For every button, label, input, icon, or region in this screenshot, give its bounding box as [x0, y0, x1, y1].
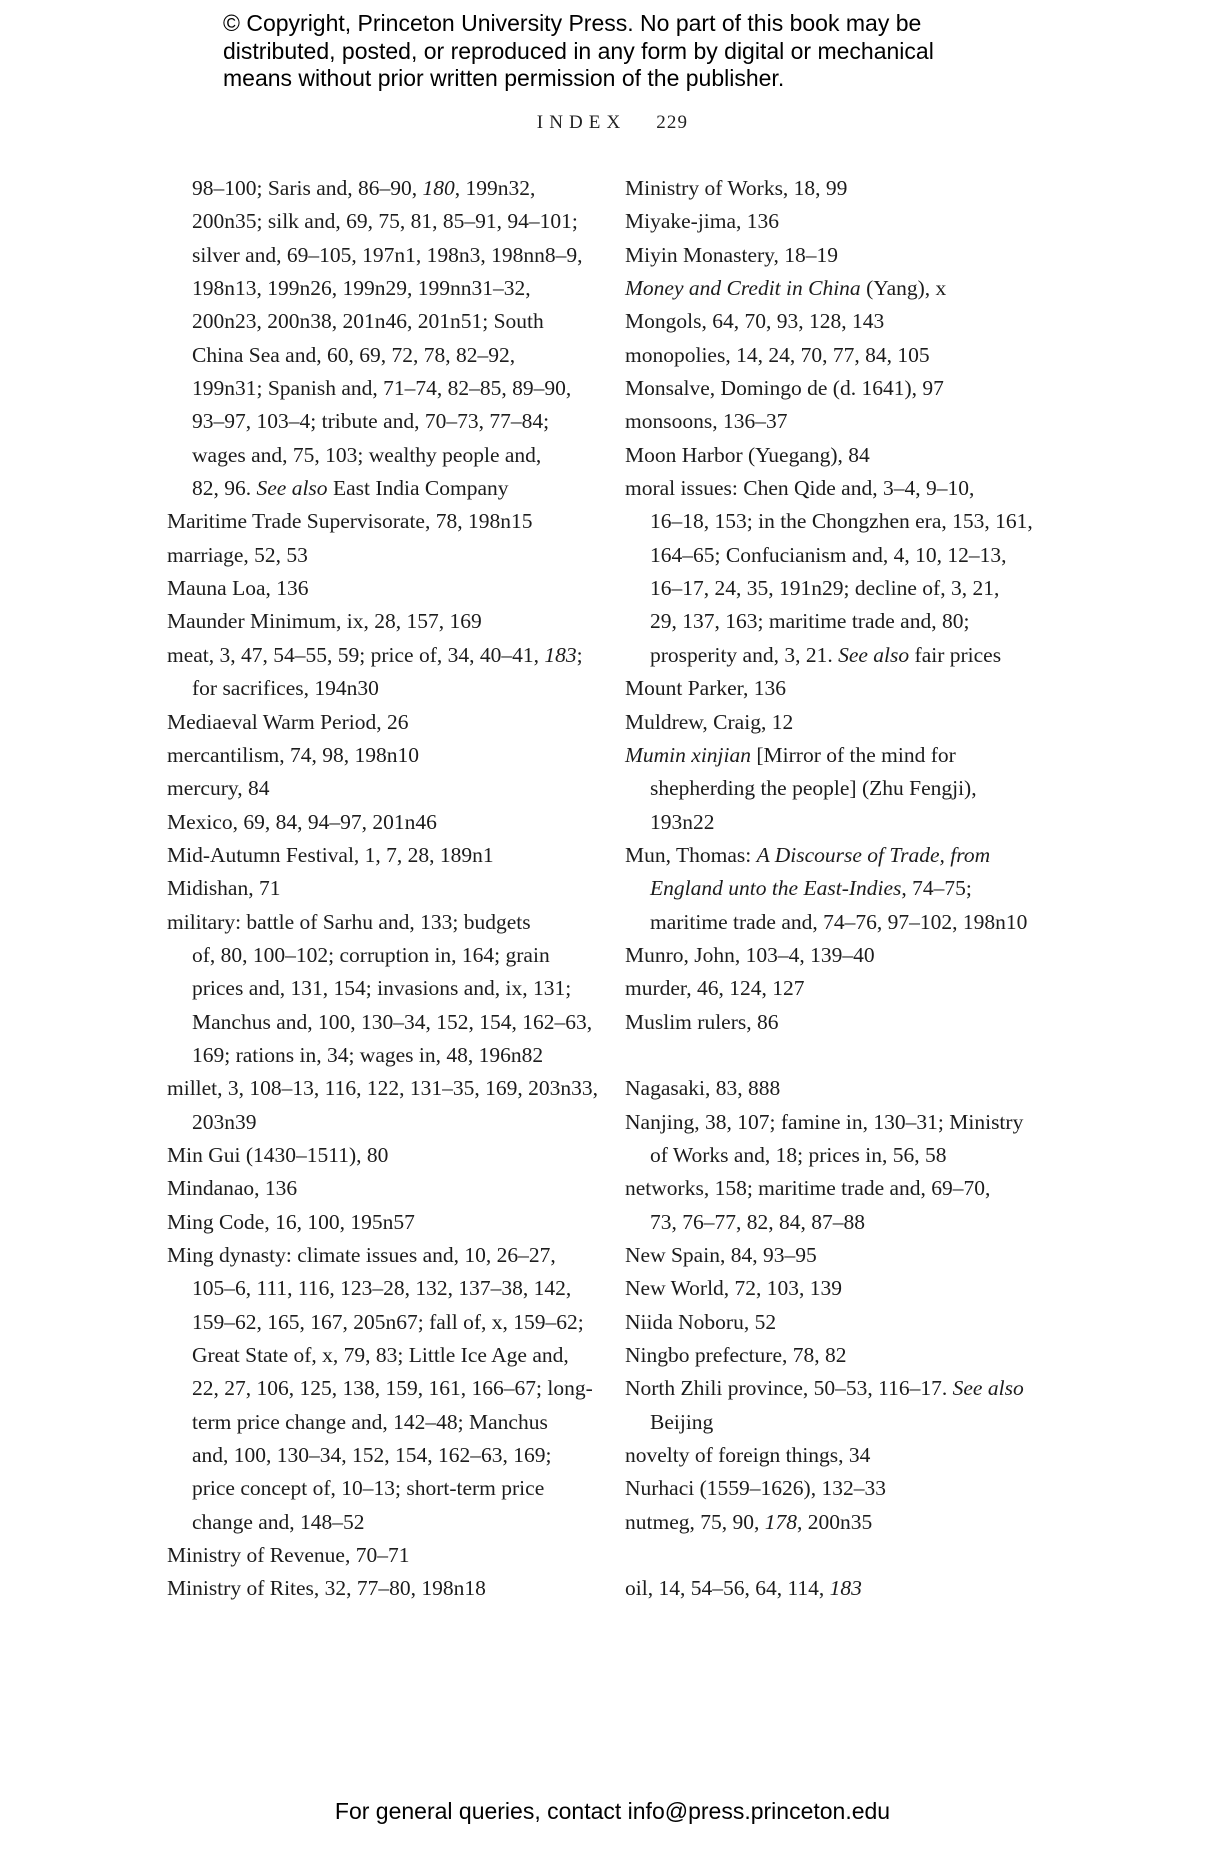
- index-line: Miyin Monastery, 18–19: [625, 242, 838, 267]
- index-line: for sacrifices, 194n30: [192, 676, 379, 701]
- index-line: [625, 1539, 1080, 1572]
- index-line: Muldrew, Craig, 12: [625, 709, 794, 734]
- index-line: Mongols, 64, 70, 93, 128, 143: [625, 309, 885, 334]
- index-line: 105–6, 111, 116, 123–28, 132, 137–38, 142,: [192, 1276, 572, 1301]
- index-line: 200n35; silk and, 69, 75, 81, 85–91, 94–101;: [192, 209, 578, 234]
- index-line: Mount Parker, 136: [625, 676, 786, 701]
- index-line: China Sea and, 60, 69, 72, 78, 82–92,: [192, 342, 516, 367]
- index-line: and, 100, 130–34, 152, 154, 162–63, 169;: [192, 1443, 552, 1468]
- page-header: [0, 112, 1225, 134]
- copyright-line: © Copyright, Princeton University Press. No part of this book may be: [223, 10, 922, 36]
- index-line: oil, 14, 54–56, 64, 114, 183: [625, 1576, 862, 1601]
- index-line: 82, 96. See also East India Company: [192, 476, 509, 501]
- index-column-right: [625, 172, 1080, 1606]
- index-line: Manchus and, 100, 130–34, 152, 154, 162–63,: [192, 1009, 593, 1034]
- index-line: silver and, 69–105, 197n1, 198n3, 198nn8–9,: [192, 242, 583, 267]
- index-line: North Zhili province, 50–53, 116–17. See also: [625, 1376, 1024, 1401]
- index-line: Mid-Autumn Festival, 1, 7, 28, 189n1: [167, 842, 494, 867]
- index-line: Nanjing, 38, 107; famine in, 130–31; Ministry: [625, 1109, 1024, 1134]
- index-line: 98–100; Saris and, 86–90, 180, 199n32,: [192, 176, 536, 200]
- index-line: Muslim rulers, 86: [625, 1009, 779, 1034]
- index-line: marriage, 52, 53: [167, 542, 308, 567]
- index-line: monsoons, 136–37: [625, 409, 788, 434]
- index-line: Maritime Trade Supervisorate, 78, 198n15: [167, 509, 533, 534]
- index-line: 200n23, 200n38, 201n46, 201n51; South: [192, 309, 544, 334]
- index-line: Mun, Thomas: A Discourse of Trade, from: [625, 842, 991, 867]
- index-line: wages and, 75, 103; wealthy people and,: [192, 442, 542, 467]
- index-line: 159–62, 165, 167, 205n67; fall of, x, 159–62;: [192, 1309, 584, 1334]
- index-line: Nurhaci (1559–1626), 132–33: [625, 1476, 886, 1501]
- footer-contact: For general queries, contact info@press.princeton.edu: [334, 1798, 891, 1824]
- index-line: Beijing: [650, 1409, 714, 1434]
- index-line: Ministry of Rites, 32, 77–80, 198n18: [167, 1576, 486, 1601]
- index-line: Munro, John, 103–4, 139–40: [625, 942, 875, 967]
- index-line: prices and, 131, 154; invasions and, ix, 131;: [192, 976, 572, 1001]
- index-line: of, 80, 100–102; corruption in, 164; grain: [192, 942, 550, 967]
- index-line: England unto the East-Indies, 74–75;: [650, 876, 972, 901]
- index-line: maritime trade and, 74–76, 97–102, 198n10: [650, 909, 1028, 934]
- index-line: 198n13, 199n26, 199n29, 199nn31–32,: [192, 276, 531, 301]
- index-line: Mindanao, 136: [167, 1176, 298, 1201]
- index-line: Great State of, x, 79, 83; Little Ice Age and,: [192, 1343, 569, 1368]
- index-line: Money and Credit in China (Yang), x: [625, 276, 947, 301]
- index-line: 16–18, 153; in the Chongzhen era, 153, 161,: [650, 509, 1033, 534]
- index-line: prosperity and, 3, 21. See also fair prices: [650, 642, 1002, 667]
- index-line: 193n22: [650, 809, 715, 834]
- index-line: 169; rations in, 34; wages in, 48, 196n82: [192, 1042, 544, 1067]
- index-line: New World, 72, 103, 139: [625, 1276, 843, 1301]
- index-line: 22, 27, 106, 125, 138, 159, 161, 166–67; long-: [192, 1376, 593, 1401]
- index-line: change and, 148–52: [192, 1509, 365, 1534]
- index-line: 203n39: [192, 1109, 257, 1134]
- index-line: Ming Code, 16, 100, 195n57: [167, 1209, 415, 1234]
- page-number: 229: [656, 112, 689, 133]
- copyright-line: means without prior written permission of the publisher.: [223, 65, 785, 91]
- index-line: 73, 76–77, 82, 84, 87–88: [650, 1209, 865, 1234]
- index-line: mercantilism, 74, 98, 198n10: [167, 742, 419, 767]
- index-line: murder, 46, 124, 127: [625, 976, 805, 1001]
- index-line: 16–17, 24, 35, 191n29; decline of, 3, 21,: [650, 576, 1000, 601]
- index-line: Nagasaki, 83, 888: [625, 1076, 781, 1101]
- index-line: [625, 1039, 1080, 1072]
- index-line: 164–65; Confucianism and, 4, 10, 12–13,: [650, 542, 1007, 567]
- index-line: military: battle of Sarhu and, 133; budgets: [167, 909, 531, 934]
- index-line: Mexico, 69, 84, 94–97, 201n46: [167, 809, 437, 834]
- index-column-left: [167, 172, 622, 1606]
- index-line: New Spain, 84, 93–95: [625, 1243, 817, 1267]
- index-line: novelty of foreign things, 34: [625, 1443, 871, 1468]
- index-line: 199n31; Spanish and, 71–74, 82–85, 89–90,: [192, 376, 572, 401]
- index-line: Mumin xinjian [Mirror of the mind for: [625, 742, 956, 767]
- index-line: Ningbo prefecture, 78, 82: [625, 1343, 847, 1368]
- copyright-line: distributed, posted, or reproduced in any form by digital or mechanical: [223, 37, 934, 64]
- index-line: meat, 3, 47, 54–55, 59; price of, 34, 40–41, 183;: [167, 642, 583, 667]
- index-line: 93–97, 103–4; tribute and, 70–73, 77–84;: [192, 409, 550, 434]
- index-line: Moon Harbor (Yuegang), 84: [625, 442, 870, 467]
- index-line: term price change and, 142–48; Manchus: [192, 1409, 548, 1434]
- index-line: networks, 158; maritime trade and, 69–70,: [625, 1176, 991, 1201]
- index-line: Niida Noboru, 52: [625, 1309, 777, 1334]
- index-line: millet, 3, 108–13, 116, 122, 131–35, 169, 203n33,: [167, 1076, 598, 1101]
- index-line: shepherding the people] (Zhu Fengji),: [650, 776, 977, 801]
- index-line: nutmeg, 75, 90, 178, 200n35: [625, 1509, 873, 1534]
- index-line: of Works and, 18; prices in, 56, 58: [650, 1142, 947, 1167]
- index-line: Monsalve, Domingo de (d. 1641), 97: [625, 376, 944, 401]
- copyright-notice: [223, 10, 934, 93]
- index-line: Mauna Loa, 136: [167, 576, 309, 601]
- index-line: Ming dynasty: climate issues and, 10, 26–27,: [167, 1243, 556, 1267]
- index-line: price concept of, 10–13; short-term price: [192, 1476, 545, 1501]
- index-line: mercury, 84: [167, 776, 270, 801]
- index-line: monopolies, 14, 24, 70, 77, 84, 105: [625, 342, 930, 367]
- index-line: Mediaeval Warm Period, 26: [167, 709, 409, 734]
- index-line: Ministry of Revenue, 70–71: [167, 1543, 410, 1568]
- index-line: Maunder Minimum, ix, 28, 157, 169: [167, 609, 482, 634]
- index-line: Min Gui (1430–1511), 80: [167, 1142, 389, 1167]
- index-line: Ministry of Works, 18, 99: [625, 176, 848, 200]
- index-line: Miyake-jima, 136: [625, 209, 780, 234]
- index-line: Midishan, 71: [167, 876, 281, 901]
- index-line: moral issues: Chen Qide and, 3–4, 9–10,: [625, 476, 975, 501]
- index-heading: INDEX: [536, 112, 627, 133]
- index-line: 29, 137, 163; maritime trade and, 80;: [650, 609, 970, 634]
